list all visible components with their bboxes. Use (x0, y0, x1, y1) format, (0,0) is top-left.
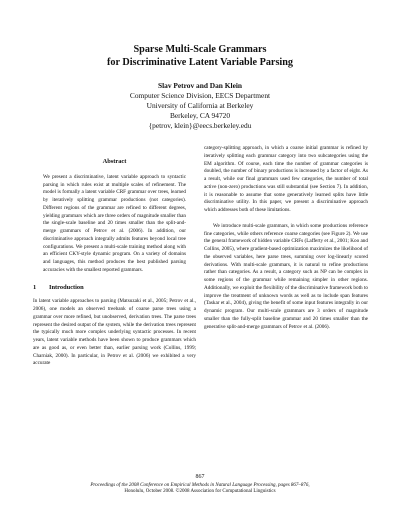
author-names: Slav Petrov and Dan Klein (157, 81, 243, 90)
abstract-heading: Abstract (102, 158, 127, 165)
introduction-text: In latent variable approaches to parsing (Matsuzaki et al., 2005; Petrov et al., 2006), one models an observed treebank of coarse parse trees using a grammar over more refined, but unobserved, derivation trees. The parse trees represent the desired output of the system, while the derivation trees represent the typically much more complex underlying syntactic processes. In recent years, latent variable methods have been shown to produce grammars which are as good as, or even better than, earlier parsing work (Collins, 1999; Charniak, 2000). In particular, in Petrov et al. (2006) we exhibited a very accurate (33, 298, 196, 367)
proceedings-line: Proceedings of the 2008 Conference on Empirical Methods in Natural Language Processing, pages 867–876, (90, 483, 310, 489)
left-column (33, 145, 196, 368)
author-block (40, 81, 360, 131)
right-paragraph-1: category-splitting approach, in which a coarse initial grammar is refined by iteratively splitting each grammar category into two subcategories using the EM algorithm. Of course, each time the number of grammar categories is doubled, the number of binary productions is increased by a factor of eight. As a result, while our final grammars used few categories, the number of total active (non-zero) productions was still substantial (see Section 7). In addition, it is reasonable to assume that some generatively learned splits have little discriminative utility. In this paper, we present a discriminative approach which addresses both of these limitations. (204, 145, 368, 213)
affiliation-department: Computer Science Division, EECS Department (129, 91, 271, 100)
abstract-text: We present a discriminative, latent variable approach to syntactic parsing in which rules exist at multiple scales of refinement. The model is formally a latent variable CRF grammar over trees, learned by iteratively splitting grammar productions (not categories). Different regions of the grammar are refined to different degrees, yielding grammars which are three orders of magnitude smaller than the single-scale baseline and 20 times smaller than the split-and-merge grammars of Petrov et al. (2006). In addition, our discriminative approach integrally admits features beyond local tree configurations. We present a multi-scale training method along with an efficient CKY-style dynamic program. On a variety of domains and languages, this method produces the best published parsing accuracies with the smallest reported grammars. (43, 173, 186, 273)
page-footer (20, 474, 380, 496)
title-line-1: Sparse Multi-Scale Grammars (133, 44, 267, 55)
title-line-2: for Discriminative Latent Variable Parsing (107, 57, 293, 68)
affiliation-university: University of California at Berkeley (146, 101, 254, 110)
page-number: 867 (195, 474, 205, 480)
section-heading-introduction (33, 284, 196, 292)
copyright-line: Honolulu, October 2008. ©2008 Association for Computational Linguistics (124, 489, 276, 495)
affiliation-location: Berkeley, CA 94720 (169, 111, 231, 120)
section-number: 1 (33, 283, 37, 291)
author-email: {petrov, klein}@eecs.berkeley.edu (148, 121, 252, 130)
paper-title (40, 43, 360, 69)
right-paragraph-2: We introduce multi-scale grammars, in which some productions reference fine categories, while others reference coarse categories (see Figure 2). We use the general framework of hidden variable CRFs (Lafferty et al., 2001; Koo and Collins, 2005), where gradient-based optimization maximizes the likelihood of the observed variables, here parse trees, summing over log-linearly scored derivations. With multi-scale grammars, it is natural to refine productions rather than categories. As a result, a category such as NP can be complex in some regions of the grammar while remaining simpler in other regions. Additionally, we exploit the flexibility of the discriminative framework both to improve the treatment of unknown words as well as to include span features (Taskar et al., 2004), giving the benefit of some input features integrally in our dynamic program. Our multi-scale grammars are 3 orders of magnitude smaller than the fully-split baseline grammar and 20 times smaller than the generative split-and-merge grammars of Petrov et al. (2006). (204, 222, 368, 330)
right-column (204, 145, 368, 331)
section-title: Introduction (49, 283, 84, 291)
